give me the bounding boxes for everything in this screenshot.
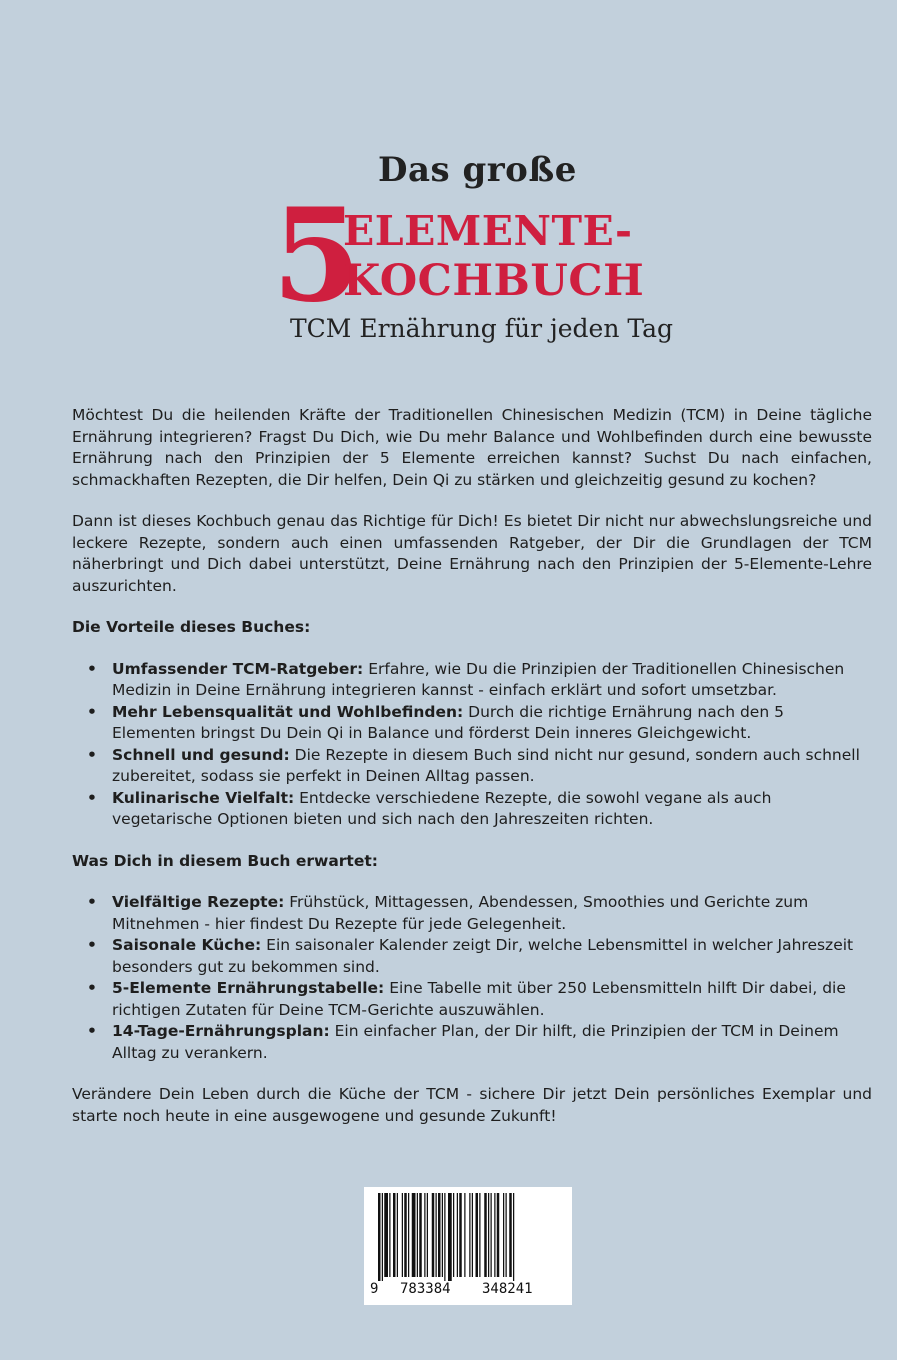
barcode-bar xyxy=(427,1193,428,1277)
barcode-bars xyxy=(364,1187,572,1281)
isbn-number xyxy=(364,1281,572,1299)
list-item: • Umfassender TCM-Ratgeber: Erfahre, wie Du die Prinzipien der Traditionellen Chinesischen Medizin in Deine Ernährung integrieren kannst - einfach erklärt und sofort umsetzbar. xyxy=(72,659,872,702)
benefits-heading: Die Vorteile dieses Buches: xyxy=(72,618,311,636)
expect-list xyxy=(72,892,872,1064)
barcode-bar xyxy=(459,1193,462,1277)
isbn-prefix: 9 xyxy=(370,1281,379,1297)
barcode-bar xyxy=(509,1193,512,1277)
barcode-bar xyxy=(444,1193,445,1281)
list-item: • Vielfältige Rezepte: Frühstück, Mittagessen, Abendessen, Smoothies und Gerichte zum Mitnehmen - hier findest Du Rezepte für jede Gelegenheit. xyxy=(72,892,872,935)
barcode-bar xyxy=(378,1193,381,1281)
benefits-list xyxy=(72,659,872,831)
barcode-bar xyxy=(476,1193,479,1277)
intro-paragraph-2: Dann ist dieses Kochbuch genau das Richtige für Dich! Es bietet Dir nicht nur abwechslungsreiche und leckere Rezepte, sondern auch einen umfassenden Ratgeber, der Dir die Grundlagen der TCM näherbringt und Dich dabei unterstützt, Deine Ernährung nach den Prinzipien der 5-Elemente-Lehre auszurichten. xyxy=(72,512,872,595)
barcode-bar xyxy=(438,1193,441,1277)
barcode-bar xyxy=(494,1193,495,1277)
barcode-bar xyxy=(497,1193,500,1277)
title-line-3: KOCHBUCH xyxy=(343,256,645,306)
barcode-bar xyxy=(457,1193,458,1277)
barcode-bar xyxy=(488,1193,489,1277)
barcode-bar xyxy=(382,1193,383,1281)
barcode-bar xyxy=(479,1193,480,1277)
barcode-bar xyxy=(402,1193,403,1277)
barcode-bar xyxy=(417,1193,418,1277)
barcode-bar xyxy=(389,1193,390,1277)
list-item: • 14-Tage-Ernährungsplan: Ein einfacher Plan, der Dir hilft, die Prinzipien der TCM in Deinem Alltag zu verankern. xyxy=(72,1021,872,1064)
barcode-bar xyxy=(484,1193,487,1277)
expect-heading: Was Dich in diesem Buch erwartet: xyxy=(72,851,378,870)
barcode-bar xyxy=(424,1193,425,1277)
barcode-bar xyxy=(464,1193,465,1277)
barcode-bar xyxy=(469,1193,470,1277)
title-line-2: ELEMENTE- xyxy=(343,207,633,255)
closing-paragraph: Verändere Dein Leben durch die Küche der TCM - sichere Dir jetzt Dein persönliches Exemplar und starte noch heute in eine ausgewogene und gesunde Zukunft! xyxy=(72,1085,872,1125)
barcode-bar xyxy=(397,1193,398,1277)
barcode-bar xyxy=(442,1193,443,1277)
list-item: • Saisonale Küche: Ein saisonaler Kalender zeigt Dir, welche Lebensmittel in welcher Jahreszeit besonders gut zu bekommen sind. xyxy=(72,935,872,978)
barcode-bar xyxy=(404,1193,407,1277)
subtitle: TCM Ernährung für jeden Tag xyxy=(290,314,674,343)
barcode-bar xyxy=(472,1193,473,1277)
list-item: • 5-Elemente Ernährungstabelle: Eine Tabelle mit über 250 Lebensmitteln hilft Dir dabei, die richtigen Zutaten für Deine TCM-Gerichte auszuwählen. xyxy=(72,978,872,1021)
barcode-bar xyxy=(419,1193,422,1277)
barcode-bar xyxy=(432,1193,435,1277)
list-item: • Mehr Lebensqualität und Wohlbefinden: Durch die richtige Ernährung nach den 5 Elementen bringst Du Dein Qi in Balance und förderst Dein inneres Gleichgewicht. xyxy=(72,702,872,745)
barcode-bar xyxy=(491,1193,492,1277)
barcode-bar xyxy=(448,1193,452,1281)
title-line-1: Das große xyxy=(378,150,577,190)
barcode-bar xyxy=(453,1193,454,1277)
barcode-bar xyxy=(408,1193,409,1277)
list-item: • Schnell und gesund: Die Rezepte in diesem Buch sind nicht nur gesund, sondern auch schnell zubereitet, sodass sie perfekt in Deinen Alltag passen. xyxy=(72,745,872,788)
barcode-bar xyxy=(513,1193,514,1281)
barcode-bar xyxy=(393,1193,396,1277)
isbn-barcode xyxy=(364,1187,572,1305)
barcode-bar xyxy=(506,1193,507,1277)
barcode-bar xyxy=(436,1193,437,1277)
blurb-text xyxy=(72,405,872,1127)
intro-paragraph-1: Möchtest Du die heilenden Kräfte der Traditionellen Chinesischen Medizin (TCM) in Deine tägliche Ernährung integrieren? Fragst Du Dich, wie Du mehr Balance und Wohlbefinden durch eine bewusste Ernährung nach den Prinzipien der 5 Elemente erreichen kannst? Suchst Du nach einfachen, schmackhaften Rezepten, die Dir helfen, Dein Qi zu stärken und gleichzeitig gesund zu kochen? xyxy=(72,406,872,489)
barcode-bar xyxy=(503,1193,504,1277)
barcode-bar xyxy=(384,1193,388,1277)
title-number: 5 xyxy=(272,181,362,331)
isbn-group-2: 348241 xyxy=(482,1281,533,1297)
barcode-bar xyxy=(412,1193,416,1277)
list-item: • Kulinarische Vielfalt: Entdecke verschiedene Rezepte, die sowohl vegane als auch vegetarische Optionen bieten und sich nach den Jahreszeiten richten. xyxy=(72,788,872,831)
isbn-group-1: 783384 xyxy=(400,1281,451,1297)
